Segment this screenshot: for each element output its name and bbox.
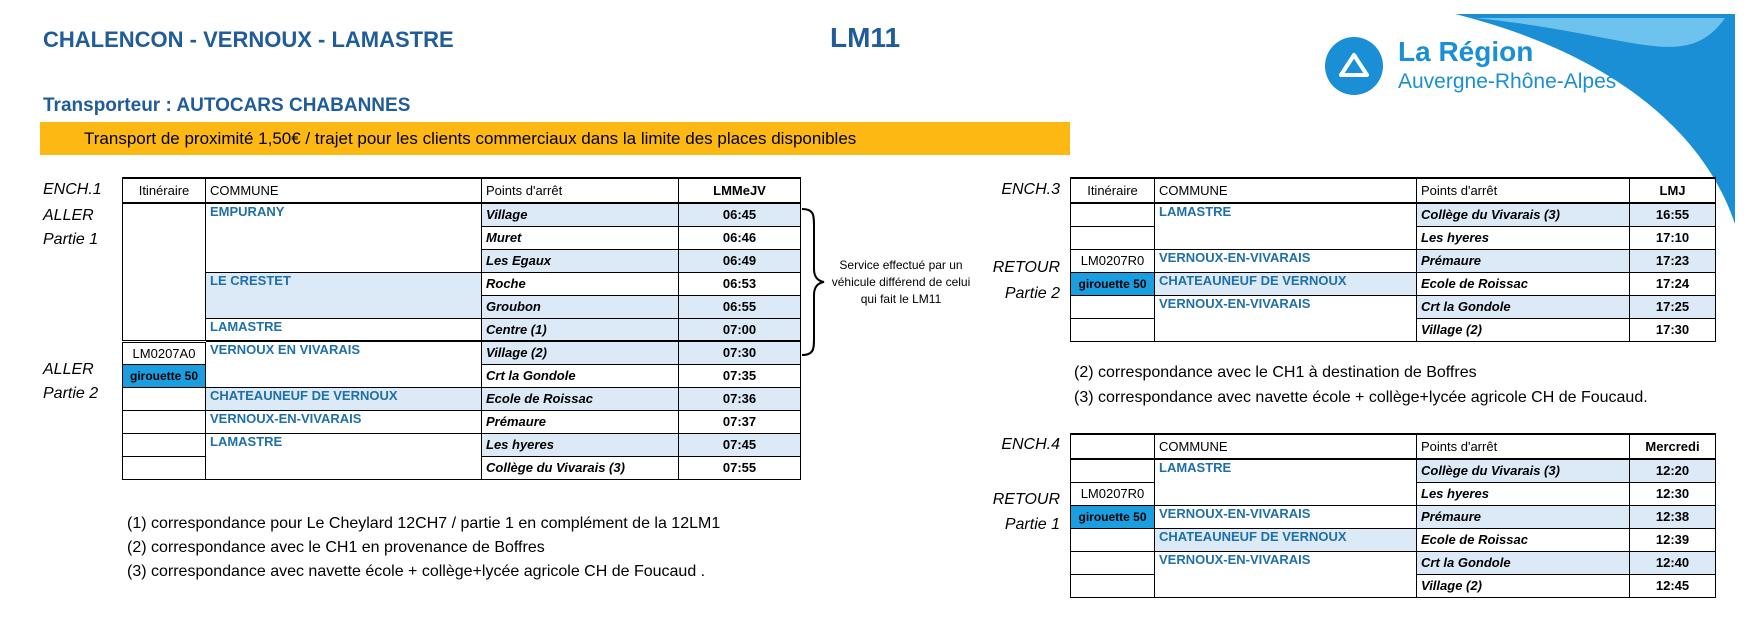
time-cell: 06:49	[679, 249, 801, 272]
ench3-direction: RETOUR	[992, 259, 1060, 276]
ench4-table	[1070, 433, 1716, 598]
time-cell: 07:00	[679, 318, 801, 341]
girouette-badge: girouette 50	[1071, 273, 1154, 295]
stop-cell: Collège du Vivarais (3)	[1417, 203, 1630, 226]
itinerary-code: LM0207R0	[1071, 482, 1155, 505]
stop-cell: Roche	[482, 272, 679, 295]
commune-cell: LAMASTRE	[1155, 203, 1417, 249]
table-row	[123, 433, 801, 456]
itinerary-cell	[1071, 528, 1155, 551]
footnote: (2) correspondance avec le CH1 en provenance de Boffres	[127, 539, 545, 556]
ench4-part: Partie 1	[1004, 516, 1060, 533]
header-itinerary	[1071, 434, 1155, 459]
time-cell: 07:35	[679, 364, 801, 387]
stop-cell: Prémaure	[1417, 249, 1630, 272]
ench1-part-2: Partie 2	[43, 385, 99, 402]
stop-cell: Village	[482, 203, 679, 226]
table-header	[1071, 434, 1716, 459]
time-cell: 17:23	[1630, 249, 1716, 272]
girouette-badge: girouette 50	[1071, 506, 1154, 528]
itinerary-cell	[1071, 203, 1155, 226]
region-logo-icon	[1325, 37, 1383, 95]
commune-cell: VERNOUX-EN-VIVARAIS	[1155, 505, 1417, 528]
girouette-cell	[1071, 272, 1155, 295]
itinerary-cell	[1071, 318, 1155, 341]
stop-cell: Crt la Gondole	[1417, 551, 1630, 574]
commune-cell: LAMASTRE	[206, 318, 482, 341]
stop-cell: Collège du Vivarais (3)	[482, 456, 679, 479]
header-stops: Points d'arrêt	[482, 178, 679, 203]
fare-banner: Transport de proximité 1,50€ / trajet pour les clients commerciaux dans la limite des places disponibles	[40, 122, 1070, 155]
commune-cell: VERNOUX-EN-VIVARAIS	[206, 410, 482, 433]
ench4-direction: RETOUR	[992, 491, 1060, 508]
commune-cell: CHATEAUNEUF DE VERNOUX	[1155, 528, 1417, 551]
itinerary-cell	[123, 203, 206, 341]
stop-cell: Ecole de Roissac	[1417, 528, 1630, 551]
time-cell: 06:45	[679, 203, 801, 226]
time-cell: 17:30	[1630, 318, 1716, 341]
ench1-direction-1: ALLER	[43, 207, 94, 224]
ench3-part: Partie 2	[1004, 285, 1060, 302]
table-row	[123, 203, 801, 226]
itinerary-cell	[1071, 459, 1155, 482]
stop-cell: Crt la Gondole	[482, 364, 679, 387]
ench1-label: ENCH.1	[43, 181, 102, 198]
stop-cell: Centre (1)	[482, 318, 679, 341]
itinerary-cell	[123, 456, 206, 479]
time-cell: 12:20	[1630, 459, 1716, 482]
header-stops: Points d'arrêt	[1417, 178, 1630, 203]
header-day: Mercredi	[1630, 434, 1716, 459]
table-row	[123, 410, 801, 433]
time-cell: 06:46	[679, 226, 801, 249]
time-cell: 17:24	[1630, 272, 1716, 295]
time-cell: 07:36	[679, 387, 801, 410]
route-title: CHALENCON - VERNOUX - LAMASTRE	[43, 27, 454, 52]
itinerary-cell	[1071, 226, 1155, 249]
ench1-table	[122, 177, 801, 480]
logo-subtitle: Auvergne-Rhône-Alpes	[1398, 70, 1617, 93]
table-row	[1071, 249, 1716, 272]
commune-cell: VERNOUX-EN-VIVARAIS	[1155, 551, 1417, 597]
line-number: LM11	[830, 22, 901, 53]
stop-cell: Les hyeres	[1417, 482, 1630, 505]
commune-cell: EMPURANY	[206, 203, 482, 272]
itinerary-code: LM0207A0	[123, 341, 206, 364]
header-itinerary: Itinéraire	[123, 178, 206, 203]
itinerary-cell	[123, 433, 206, 456]
stop-cell: Ecole de Roissac	[482, 387, 679, 410]
footnote: (2) correspondance avec le CH1 à destination de Boffres	[1074, 364, 1477, 381]
stop-cell: Les Egaux	[482, 249, 679, 272]
table-header	[123, 178, 801, 203]
transporteur-label: Transporteur : AUTOCARS CHABANNES	[43, 95, 411, 116]
girouette-badge: girouette 50	[123, 365, 205, 387]
header-day: LMMeJV	[679, 178, 801, 203]
time-cell: 12:30	[1630, 482, 1716, 505]
table-row	[123, 387, 801, 410]
time-cell: 06:53	[679, 272, 801, 295]
itinerary-cell	[123, 387, 206, 410]
girouette-cell	[1071, 505, 1155, 528]
logo-title: La Région	[1398, 36, 1534, 67]
time-cell: 17:10	[1630, 226, 1716, 249]
commune-cell: VERNOUX EN VIVARAIS	[206, 341, 482, 387]
ench3-table	[1070, 177, 1716, 342]
itinerary-cell	[1071, 574, 1155, 597]
commune-cell: LAMASTRE	[206, 433, 482, 479]
ench1-direction-2: ALLER	[43, 361, 94, 378]
table-row	[1071, 459, 1716, 482]
stop-cell: Muret	[482, 226, 679, 249]
table-row	[1071, 272, 1716, 295]
stop-cell: Ecole de Roissac	[1417, 272, 1630, 295]
stop-cell: Village (2)	[1417, 318, 1630, 341]
ench3-label: ENCH.3	[1001, 181, 1060, 198]
stop-cell: Les hyeres	[482, 433, 679, 456]
table-row	[123, 272, 801, 295]
footnote: (1) correspondance pour Le Cheylard 12CH7 / partie 1 en complément de la 12LM1	[127, 515, 721, 532]
time-cell: 16:55	[1630, 203, 1716, 226]
itinerary-cell	[123, 410, 206, 433]
commune-cell: VERNOUX-EN-VIVARAIS	[1155, 295, 1417, 341]
itinerary-code: LM0207R0	[1071, 249, 1155, 272]
time-cell: 07:45	[679, 433, 801, 456]
time-cell: 17:25	[1630, 295, 1716, 318]
table-row	[1071, 551, 1716, 574]
commune-cell: VERNOUX-EN-VIVARAIS	[1155, 249, 1417, 272]
time-cell: 12:45	[1630, 574, 1716, 597]
header-commune: COMMUNE	[206, 178, 482, 203]
brace-icon	[800, 207, 826, 357]
time-cell: 07:55	[679, 456, 801, 479]
brace-note: Service effectué par un véhicule différend de celui qui fait le LM11	[831, 258, 971, 306]
table-row	[123, 318, 801, 341]
footnote: (3) correspondance avec navette école + collège+lycée agricole CH de Foucaud.	[1074, 389, 1648, 406]
ench4-label: ENCH.4	[1001, 436, 1060, 453]
table-row	[1071, 295, 1716, 318]
commune-cell: LAMASTRE	[1155, 459, 1417, 505]
table-row	[1071, 203, 1716, 226]
time-cell: 07:37	[679, 410, 801, 433]
commune-cell: CHATEAUNEUF DE VERNOUX	[206, 387, 482, 410]
stop-cell: Prémaure	[482, 410, 679, 433]
header-commune: COMMUNE	[1155, 434, 1417, 459]
stop-cell: Village (2)	[482, 341, 679, 364]
table-row	[123, 341, 801, 364]
time-cell: 12:40	[1630, 551, 1716, 574]
stop-cell: Crt la Gondole	[1417, 295, 1630, 318]
header-stops: Points d'arrêt	[1417, 434, 1630, 459]
footnote: (3) correspondance avec navette école + collège+lycée agricole CH de Foucaud .	[127, 563, 706, 580]
stop-cell: Village (2)	[1417, 574, 1630, 597]
stop-cell: Groubon	[482, 295, 679, 318]
itinerary-cell	[1071, 551, 1155, 574]
time-cell: 12:38	[1630, 505, 1716, 528]
time-cell: 07:30	[679, 341, 801, 364]
girouette-cell	[123, 364, 206, 387]
header-commune: COMMUNE	[1155, 178, 1417, 203]
ench1-part-1: Partie 1	[43, 231, 99, 248]
table-row	[1071, 528, 1716, 551]
stop-cell: Prémaure	[1417, 505, 1630, 528]
table-header	[1071, 178, 1716, 203]
stop-cell: Les hyeres	[1417, 226, 1630, 249]
commune-cell: LE CRESTET	[206, 272, 482, 318]
header-day: LMJ	[1630, 178, 1716, 203]
itinerary-cell	[1071, 295, 1155, 318]
time-cell: 06:55	[679, 295, 801, 318]
table-row	[1071, 505, 1716, 528]
header-itinerary: Itinéraire	[1071, 178, 1155, 203]
time-cell: 12:39	[1630, 528, 1716, 551]
commune-cell: CHATEAUNEUF DE VERNOUX	[1155, 272, 1417, 295]
stop-cell: Collège du Vivarais (3)	[1417, 459, 1630, 482]
